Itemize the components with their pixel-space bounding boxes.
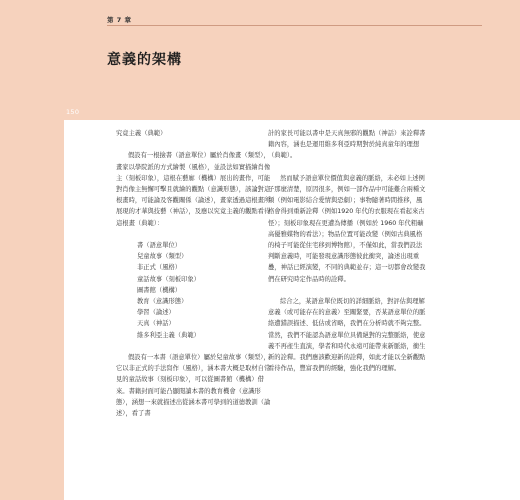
- list-item: 童話故事（刻板印象）: [137, 275, 200, 283]
- list-item: 天真（神話）: [137, 320, 175, 328]
- list-item: 教育（意識形態）: [137, 298, 188, 306]
- paragraph: 綜合之，某語意單位既切的詳細脈絡，對評估與理解意義（或可能存在的意義）至關緊要，否某語意單位的脈絡遭錯誤描述、低估或省略，我們在分析時就不夠完整。當然，我們不能認為語意單位具備絕對的完整脈絡，使意義不再產生直演，學者和時代永遠可能帶來新脈絡，衝生新的詮釋。我們應該歡迎新的詮釋，如此才能以全新觀點看待作品，豐富我們的經驗，強化我們的理解。: [268, 298, 426, 373]
- header-band: [0, 0, 520, 120]
- term-list: [116, 240, 272, 341]
- section-title: 意義的架構: [107, 52, 182, 68]
- list-item: 書（語意單位）: [137, 242, 182, 249]
- paragraph: 假設有一根撿書（語意單位）屬於肖像畫（類型），畫家以學院派的方式繪製（風格），並設法如實描繪肖像主（刻板印象），這根在藝廊（機構）展出的畫作，可能對肖像主無懈可擊且就繪的觀點（意識形態），該論對這根畫時，可能論及客觀關係（論述），畫家透過這根畫所展現的才華與技藝（神話），及應以究竟主義的觀點看待這根畫（典範）：: [116, 152, 271, 227]
- right-column: [268, 128, 428, 374]
- chapter-label: 第 7 章: [107, 16, 132, 24]
- paragraph: 然而賦予語意單位價值與意義的脈絡，未必如上述例子那麼清楚，原因很多，例如一部作品中可能難合兩種文類（例如電影結合愛情與恐劇）；事物隨著時間推移，風格會得到重新詮釋（例如1920 年代的衣服現在看起來古怪）；刻板印象現在更遭為傳播（例如於 1960 年代粗礦高優雅媒物的看法）；物品位置可能改變（例如古典風格的椅子可能從住宅移到博物館），不僅如此，當我們設法判斷意義時，可能發現意識形態彼此衝突，論述出現重疊，神話已經演變，不同的典範並存；這一切都會改變我們在研究時定作品時的詮釋。: [268, 174, 426, 283]
- list-item: 非正式（風格）: [137, 264, 182, 272]
- left-column: [116, 128, 272, 419]
- subheading: 究竟主義（典範）: [116, 130, 167, 137]
- page-number: 150: [66, 108, 80, 116]
- list-item: 學習（論述）: [137, 309, 175, 317]
- header-divider: [107, 25, 482, 26]
- list-item: 兒童故事（類型）: [137, 253, 188, 261]
- list-item: 維多利亞主義（典範）: [137, 331, 200, 339]
- content-area: [64, 120, 520, 500]
- list-item: 圖書館（機構）: [137, 286, 182, 294]
- paragraph: 假設有一本書（語意單位）屬於兒童故事（類型），它以非正式的手法寫作（風格），涵本書大概是取材自常見的童話故事（刻板印象），可以從圖書館（機構）借來。書籍封面可能凸顯閱讀本書的教育機會（意識形態），涵想一來就描述出從涵本書可學到的道德教訓（論述），看了書: [116, 354, 271, 418]
- paragraph: 計的家長可能以書中是天真無邪的觀點（神話）來詮釋書籍內容，涵也是運用維多利亞時期對於純真童年的理想（典範）。: [268, 130, 426, 160]
